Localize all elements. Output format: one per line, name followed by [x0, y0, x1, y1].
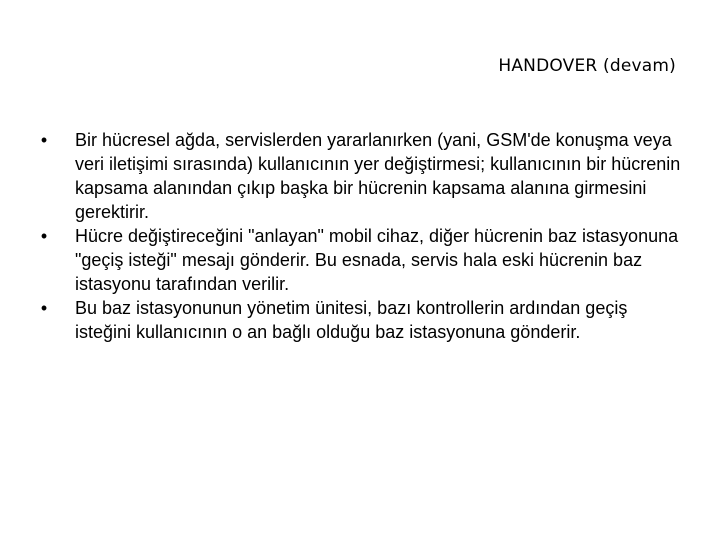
bullet-dot-icon: • [40, 226, 48, 246]
bullet-item [34, 128, 684, 224]
bullet-item [34, 224, 684, 296]
bullet-list [34, 128, 684, 344]
bullet-dot-icon: • [40, 298, 48, 318]
bullet-text: Bu baz istasyonunun yönetim ünitesi, bazı kontrollerin ardından geçiş isteğini kullanıcının o an bağlı olduğu baz istasyonuna gönderir. [75, 298, 628, 342]
bullet-text: Hücre değiştireceğini "anlayan" mobil cihaz, diğer hücrenin baz istasyonuna "geçiş isteği" mesajı gönderir. Bu esnada, servis hala eski hücrenin baz istasyonu tarafından verilir. [75, 226, 679, 294]
bullet-text: Bir hücresel ağda, servislerden yararlanırken (yani, GSM'de konuşma veya veri iletişimi sırasında) kullanıcının yer değiştirmesi; kullanıcının bir hücrenin kapsama alanından çıkıp başka bir hücrenin kapsama alanına girmesini gerektirir. [75, 130, 681, 222]
bullet-dot-icon: • [40, 130, 48, 150]
slide-title: HANDOVER (devam) [498, 56, 676, 76]
bullet-item [34, 296, 684, 344]
